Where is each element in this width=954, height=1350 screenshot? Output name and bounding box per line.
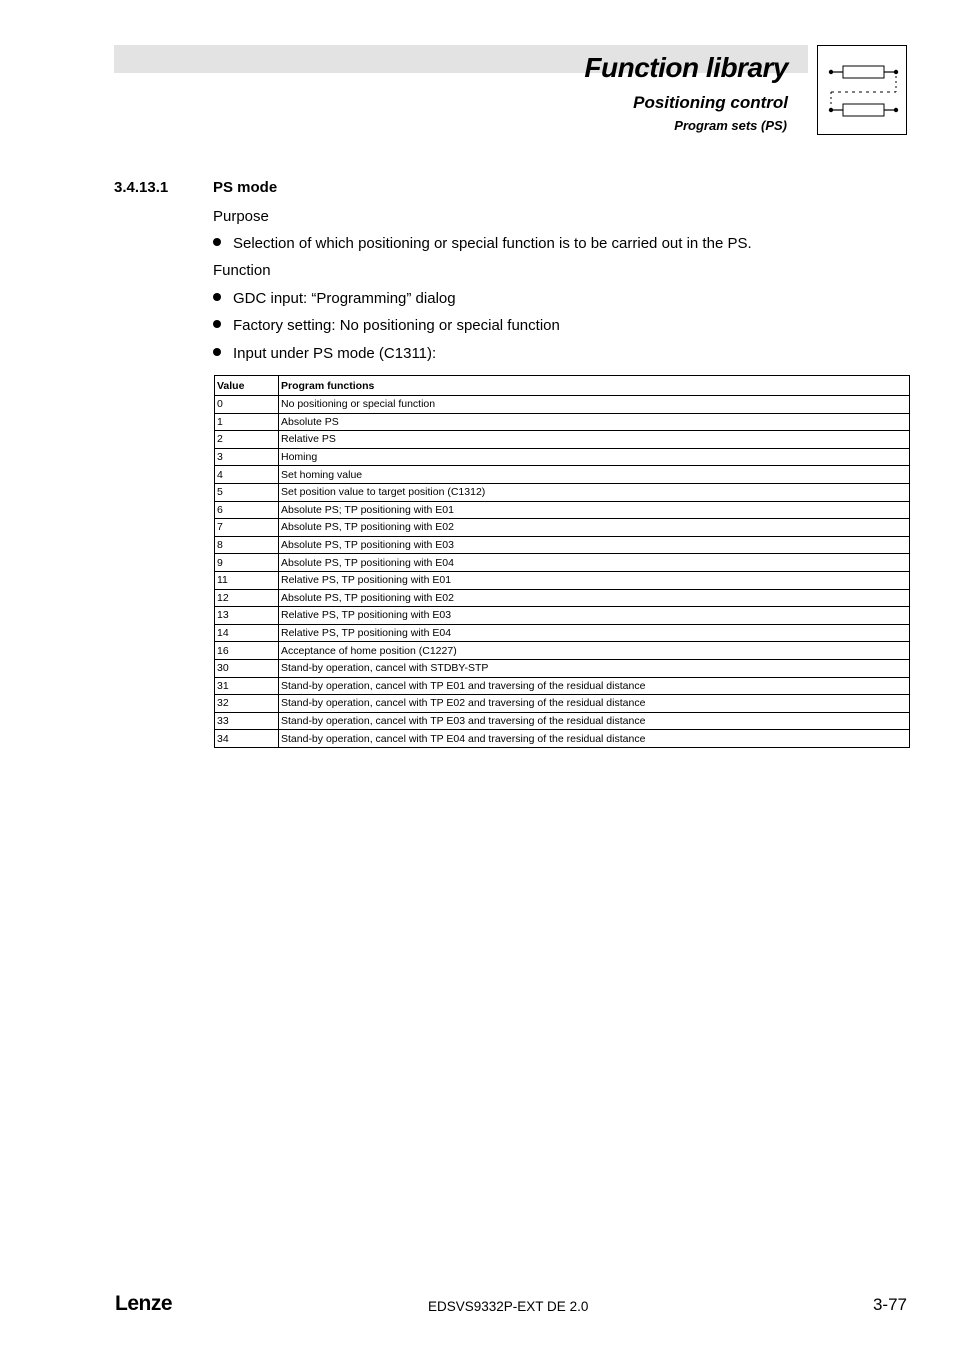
bullet-icon (213, 238, 221, 246)
table-row (215, 730, 910, 748)
program-function-cell: Acceptance of home position (C1227) (279, 642, 910, 660)
value-cell: 4 (215, 466, 279, 484)
value-cell: 13 (215, 607, 279, 625)
value-cell: 7 (215, 519, 279, 537)
table-row (215, 483, 910, 501)
value-cell: 31 (215, 677, 279, 695)
table-row (215, 695, 910, 713)
program-function-cell: Absolute PS, TP positioning with E04 (279, 554, 910, 572)
program-function-cell: Stand-by operation, cancel with TP E02 and traversing of the residual distance (279, 695, 910, 713)
program-function-cell: Stand-by operation, cancel with TP E01 and traversing of the residual distance (279, 677, 910, 695)
chapter-subsubtitle: Program sets (PS) (674, 118, 787, 133)
table-row (215, 519, 910, 537)
value-cell: 34 (215, 730, 279, 748)
table-row (215, 677, 910, 695)
program-function-cell: Absolute PS, TP positioning with E03 (279, 536, 910, 554)
program-function-cell: Relative PS, TP positioning with E03 (279, 607, 910, 625)
table-row (215, 607, 910, 625)
value-cell: 1 (215, 413, 279, 431)
program-function-cell: Stand-by operation, cancel with TP E03 and traversing of the residual distance (279, 712, 910, 730)
table-row (215, 396, 910, 414)
function-block-icon (817, 45, 907, 135)
bullet-icon (213, 320, 221, 328)
value-cell: 16 (215, 642, 279, 660)
table-row (215, 642, 910, 660)
value-cell: 12 (215, 589, 279, 607)
page-number: 3-77 (872, 1295, 907, 1314)
purpose-heading: Purpose (213, 208, 269, 225)
program-function-cell: Homing (279, 448, 910, 466)
value-cell: 3 (215, 448, 279, 466)
program-function-cell: Absolute PS; TP positioning with E01 (279, 501, 910, 519)
table-row (215, 712, 910, 730)
value-cell: 5 (215, 483, 279, 501)
purpose-bullet: Selection of which positioning or special function is to be carried out in the PS. (213, 235, 752, 252)
program-function-cell: Absolute PS, TP positioning with E02 (279, 589, 910, 607)
program-function-cell: Set homing value (279, 466, 910, 484)
table-row (215, 571, 910, 589)
chapter-subtitle: Positioning control (633, 93, 788, 112)
header-value: Value (215, 376, 279, 396)
table-row (215, 501, 910, 519)
value-cell: 8 (215, 536, 279, 554)
value-cell: 14 (215, 624, 279, 642)
value-cell: 33 (215, 712, 279, 730)
table-row (215, 589, 910, 607)
value-cell: 9 (215, 554, 279, 572)
table-row (215, 659, 910, 677)
function-bullet: GDC input: “Programming” dialog (213, 290, 456, 307)
table-row (215, 413, 910, 431)
table-row (215, 536, 910, 554)
function-bullet: Input under PS mode (C1311): (213, 345, 436, 362)
function-heading: Function (213, 262, 271, 279)
table-row (215, 466, 910, 484)
section-title: PS mode (213, 179, 278, 196)
table-row (215, 554, 910, 572)
header-program-functions: Program functions (279, 376, 910, 396)
program-function-cell: No positioning or special function (279, 396, 910, 414)
value-cell: 0 (215, 396, 279, 414)
bullet-icon (213, 293, 221, 301)
value-cell: 2 (215, 431, 279, 449)
ps-mode-table (214, 375, 910, 748)
program-function-cell: Relative PS, TP positioning with E01 (279, 571, 910, 589)
table-row (215, 448, 910, 466)
bullet-icon (213, 348, 221, 356)
program-function-cell: Relative PS (279, 431, 910, 449)
document-id: EDSVS9332P-EXT DE 2.0 (428, 1299, 589, 1314)
program-function-cell: Absolute PS (279, 413, 910, 431)
table-header-row (215, 376, 910, 396)
program-function-cell: Relative PS, TP positioning with E04 (279, 624, 910, 642)
program-function-cell: Stand-by operation, cancel with STDBY-STP (279, 659, 910, 677)
program-function-cell: Set position value to target position (C1312) (279, 483, 910, 501)
lenze-logo: Lenze (115, 1292, 173, 1315)
table-row (215, 431, 910, 449)
value-cell: 32 (215, 695, 279, 713)
program-function-cell: Stand-by operation, cancel with TP E04 and traversing of the residual distance (279, 730, 910, 748)
program-function-cell: Absolute PS, TP positioning with E02 (279, 519, 910, 537)
function-bullet: Factory setting: No positioning or special function (213, 317, 560, 334)
chapter-title: Function library (584, 52, 788, 83)
section-number: 3.4.13.1 (114, 179, 169, 196)
value-cell: 6 (215, 501, 279, 519)
table-row (215, 624, 910, 642)
value-cell: 30 (215, 659, 279, 677)
value-cell: 11 (215, 571, 279, 589)
